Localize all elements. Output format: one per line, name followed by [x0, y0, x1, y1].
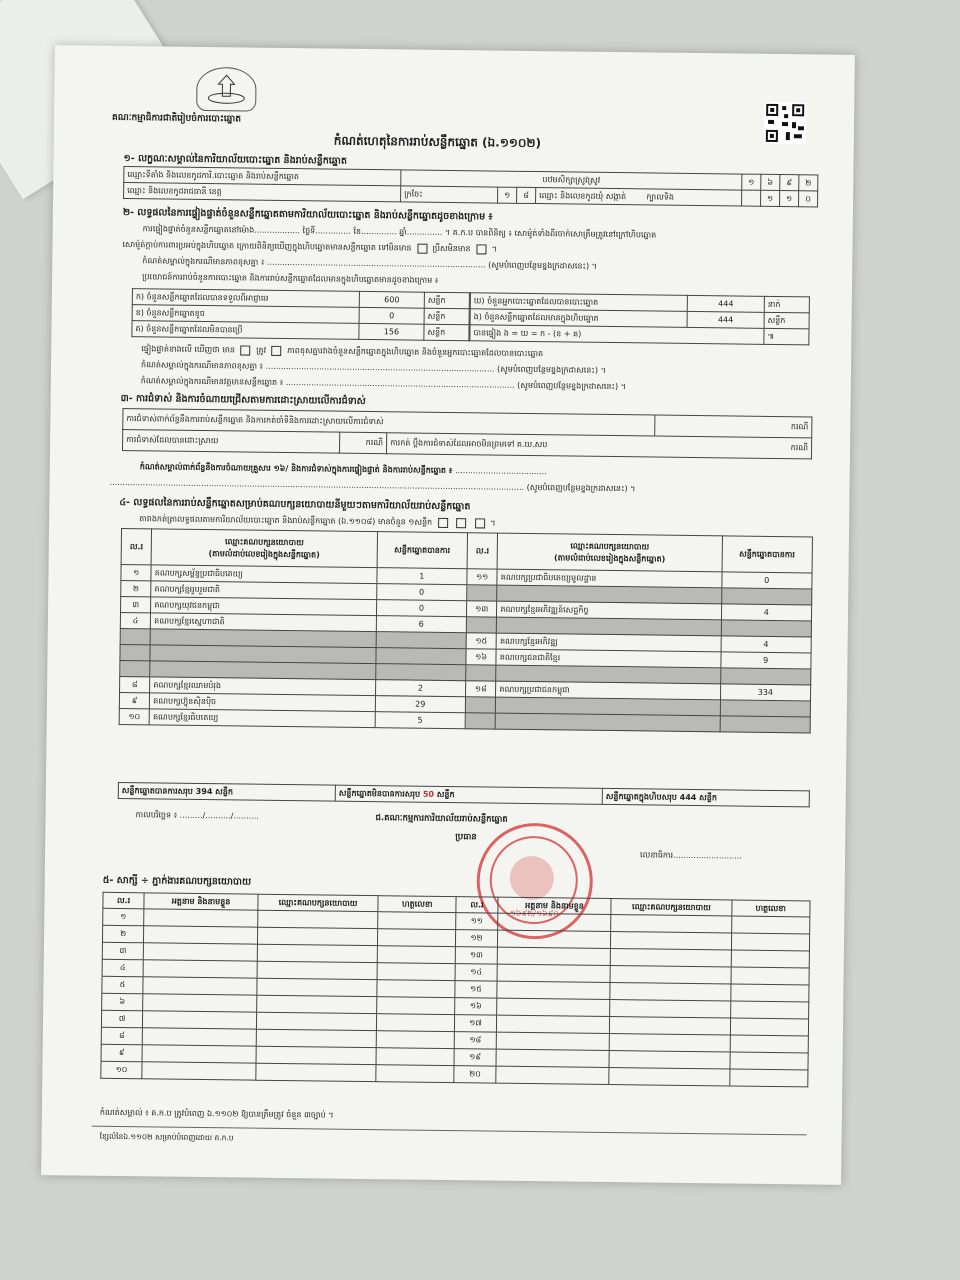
witness-cell[interactable] [376, 1014, 455, 1032]
party-name: គណបក្សប្រជាជនកម្ពុជា [496, 681, 720, 700]
witness-cell[interactable] [610, 1000, 730, 1018]
witness-cell[interactable] [143, 994, 257, 1012]
party-votes: 0 [376, 600, 467, 617]
checkbox-diff[interactable] [272, 345, 282, 355]
party-votes: 4 [721, 636, 812, 653]
count-label: ខ) ចំនួនសន្លឹកឆ្នោតខូច [132, 305, 359, 324]
complaints-note-dots: .................................... [455, 466, 547, 477]
party-votes [376, 632, 467, 649]
commune-label-text: ឈ្មោះ និងលេខកូដឃុំ សង្កាត់ [539, 190, 627, 201]
party-no: ៨ [120, 676, 150, 692]
witness-col: ឈ្មោះគណបក្សនយោបាយ [258, 894, 378, 911]
party-votes: 9 [720, 652, 811, 669]
committee-name: គណៈកម្មាធិការជាតិរៀបចំការបោះឆ្នោត [111, 112, 242, 125]
witness-cell[interactable] [730, 1035, 809, 1053]
witness-no: ១៥ [455, 981, 496, 999]
complaints-table [122, 408, 812, 459]
form-title: កំណត់ហេតុនៃការរាប់សន្លឹកឆ្នោត (ឯ.១១០២) [333, 133, 542, 151]
party-no: ១១ [467, 569, 497, 585]
witness-col: អត្តនាម និងនាមខ្លួន [144, 893, 258, 910]
witness-cell[interactable] [731, 967, 810, 985]
party-no [120, 628, 150, 644]
count-unit: សន្លឹក [424, 292, 469, 309]
resolved-unit: ករណី [339, 432, 386, 454]
secretary-label: លេខាធិការ........................... [640, 850, 742, 861]
presence-note-label: កំណត់សម្គាល់ក្នុងករណីមានវត្តមានសន្លឹកឆ្នោត ៖ [140, 376, 284, 387]
section3-heading: ៣- ការជំទាស់ និងការចំណាយជ្រើសតាមការដោះស្រាយលើការជំទាស់ [120, 392, 366, 407]
count-value: 444 [687, 295, 764, 312]
footer-note: កំណត់សម្គាល់ ៖ គ.ក.ប ត្រូវបំពេញ ឯ.១១០២ ឱ្យបានត្រឹមត្រូវ ចំនួន ៣ច្បាប់ ។ [99, 1107, 334, 1120]
witness-cell[interactable] [731, 916, 810, 934]
party-votes: 334 [720, 684, 811, 701]
location-value: បឋមសិក្សាស្រូវស្រូវ [401, 170, 742, 190]
party-no [465, 697, 495, 713]
party-no: ១៦ [466, 649, 496, 665]
witness-cell[interactable] [377, 946, 456, 964]
province-label: ឈ្មោះ និងលេខកូដរាជធានី ខេត្ត [124, 183, 401, 202]
code-digit: ០ [799, 191, 818, 207]
checkbox-absent[interactable] [417, 243, 427, 253]
office-label: ជ.គណៈកម្មការការិយាល័យរាប់សន្លឹកឆ្នោត [375, 813, 508, 825]
witness-cell[interactable] [142, 1045, 256, 1063]
party-name: គណបក្សខ្មែរឈាមបំរុង [150, 677, 376, 696]
party-name: គណបក្សខ្មែររួបរួមជាតិ [151, 581, 377, 600]
col-party-title: ឈ្មោះគណបក្សនយោបាយ [224, 536, 304, 547]
witness-cell[interactable] [497, 930, 611, 948]
witness-no: ១ [103, 908, 144, 926]
count-value: 600 [359, 291, 424, 308]
location-label: ឈ្មោះទីតាំង និងលេខកូដការិ.បោះឆ្នោត និងរាប់សន្លឹកឆ្នោត [124, 167, 401, 186]
fill-hint: (សូមបំពេញបន្ថែមខ្នងក្រដាសនេះ) [488, 260, 590, 271]
difference-note2-line: កំណត់សម្គាល់ក្នុងករណីមានភាពខុសគ្នា ៖ .......................................................................................... (សូមបំពេញបន្ថែមខ្នងក្រដាសនេះ) ។ [140, 360, 606, 375]
checkbox-3sheet[interactable] [475, 518, 485, 528]
total-all-unit: សន្លឹក [699, 792, 718, 802]
witness-cell[interactable] [731, 933, 810, 951]
witness-col: អត្តនាម និងនាមខ្លួន [498, 897, 612, 914]
witness-no: ១៩ [454, 1049, 495, 1067]
party-no [465, 713, 495, 729]
difference-note2-dots: .......................................................................................... [265, 361, 495, 374]
witness-no: ១៧ [455, 1015, 496, 1033]
witness-cell[interactable] [378, 929, 457, 947]
witness-cell[interactable] [257, 978, 377, 996]
col-party-title: ឈ្មោះគណបក្សនយោបាយ [570, 540, 650, 551]
checkbox-present[interactable] [476, 244, 486, 254]
col-no: ល.រ [121, 529, 152, 565]
totals-table [118, 782, 810, 807]
witness-cell[interactable] [609, 1068, 729, 1086]
code-digit: ៦ [761, 174, 780, 190]
formula-label: បានផ្ទៀង ង = ឃ = ក - (ខ + គ) [470, 325, 764, 345]
section5-heading: ៥- សាក្សី ÷ ភ្នាក់ងារគណបក្សនយោបាយ [102, 874, 252, 888]
witness-cell[interactable] [610, 983, 730, 1001]
witness-cell[interactable] [376, 1048, 455, 1066]
code-digit: ២ [799, 175, 818, 191]
col-party-sub: (តាមលំដាប់លេខរៀងក្នុងសន្លឹកឆ្នោត) [553, 552, 666, 564]
complaints-unit: ករណី [655, 415, 812, 438]
party-name: គណបក្សប្រជាធិបតេយ្យមូលដ្ឋាន [497, 569, 721, 588]
witness-cell[interactable] [611, 915, 731, 933]
witness-cell[interactable] [731, 950, 810, 968]
witness-cell[interactable] [376, 1031, 455, 1049]
witness-no: ២០ [454, 1066, 495, 1084]
witness-cell[interactable] [142, 1062, 256, 1080]
witness-cell[interactable] [610, 1017, 730, 1035]
difference-note-label: កំណត់សម្គាល់ក្នុងករណីមានភាពខុសគ្នា ៖ [142, 256, 265, 267]
forwarded-cell [386, 433, 811, 459]
witness-cell[interactable] [142, 1028, 256, 1046]
witness-cell[interactable] [730, 1052, 809, 1070]
witness-no: ៨ [101, 1027, 142, 1045]
party-name: គណបក្សហ៊្វុនស៊ិនប៉ិច [150, 693, 376, 712]
party-no: ១០ [119, 708, 149, 724]
seal-check-text: សោម៉ូត់ក្ដាប់ការពារប្រអប់ក្នុងហិបឆ្នោត ក្រោយពិនិត្យឃើញក្នុងហិបឆ្នោតមានសន្លឹកឆ្នោត ទៅមិនមាន [122, 239, 412, 253]
witness-cell[interactable] [257, 944, 377, 962]
resolved-label: ការជំទាស់ដែលបានដោះស្រាយ [122, 430, 339, 454]
party-results-table [119, 528, 813, 733]
witness-cell[interactable] [144, 909, 258, 927]
witness-cell[interactable] [257, 961, 377, 979]
qr-code-icon [764, 102, 807, 145]
difference-note2-label: កំណត់សម្គាល់ក្នុងករណីមានភាពខុសគ្នា ៖ [140, 360, 264, 371]
col-votes: សន្លឹកឆ្នោតបានការ [377, 532, 468, 569]
witness-no: ៥ [102, 976, 143, 994]
witness-cell[interactable] [497, 913, 611, 931]
witness-cell[interactable] [611, 966, 731, 984]
party-votes: 4 [721, 604, 812, 621]
code-digit: ៨ [517, 187, 536, 203]
code-digit: ៩ [780, 175, 799, 191]
party-no: ១៥ [466, 633, 496, 649]
witness-cell[interactable] [730, 984, 809, 1002]
witness-cell[interactable] [378, 912, 457, 930]
party-no: ១ [121, 565, 151, 581]
presence-note-line: កំណត់សម្គាល់ក្នុងករណីមានវត្តមានសន្លឹកឆ្នោត ៖ .......................................................................................... (សូមបំពេញបន្ថែមខ្នងក្រដាសនេះ) ។ [140, 376, 627, 392]
witness-cell[interactable] [610, 1034, 730, 1052]
witness-no: ៦ [102, 993, 143, 1011]
commune-value: ក្បាលទិង [646, 191, 675, 202]
section2-heading: ២- លទ្ធផលនៃការផ្ទៀងផ្ទាត់ចំនួនសន្លឹកឆ្នោតតាមការិយាល័យបោះឆ្នោត និងរាប់សន្លឹកឆ្នោតដូចខាងក្រោម ៖ [122, 206, 493, 223]
code-digit: ១ [498, 187, 517, 203]
formula-end: ៕ [764, 328, 809, 345]
count-unit: សន្លឹក [424, 324, 469, 341]
presence-note-dots: .......................................................................................... [285, 378, 515, 390]
party-name: គណបក្សសម្ព័ន្ធប្រជាធិបតេយ្យ [151, 565, 377, 584]
witness-cell[interactable] [256, 1046, 376, 1064]
party-votes [720, 716, 811, 733]
present-label: ប្រឹសមិនមាន [432, 243, 471, 254]
witness-cell[interactable] [143, 977, 257, 995]
seal-check-line: សោម៉ូត់ក្ដាប់ការពារប្រអប់ក្នុងហិបឆ្នោត ក្រោយពិនិត្យឃើញក្នុងហិបឆ្នោតមានសន្លឹកឆ្នោត ទៅមិនមាន ប្រឹសមិនមាន ។ [122, 239, 497, 254]
total-valid-unit: សន្លឹក [215, 786, 234, 796]
count-left-table [131, 288, 470, 341]
witness-cell[interactable] [257, 995, 377, 1013]
witness-no: ៤ [102, 959, 143, 977]
party-votes: 0 [376, 584, 467, 601]
count-value: 0 [359, 307, 424, 324]
total-valid-label: សន្លឹកឆ្នោតបានការសរុប [121, 785, 193, 796]
complaints-note-text: កំណត់សម្គាល់ពាក់ព័ន្ធនឹងការចំណាយគ្រួសារ ១៦/ និងការជំទាស់ក្នុងការផ្ទៀងផ្ទាត់ និងការរាប់សន្លឹកឆ្នោត ៖ [139, 462, 453, 476]
col-party [151, 529, 377, 568]
witness-cell[interactable] [496, 1015, 610, 1033]
footer-form: ខ្សែលំនៃឯ.១១០២ សម្រាប់បំពេញដោយ គ.ក.ប [99, 1131, 234, 1143]
witness-cell[interactable] [377, 963, 456, 981]
witness-cell[interactable] [611, 949, 731, 967]
code-digit: ១ [742, 174, 761, 190]
witness-no: ១១ [456, 913, 497, 931]
witness-cell[interactable] [497, 947, 611, 965]
witness-no: ១៨ [455, 1032, 496, 1050]
party-no: ២ [121, 581, 151, 597]
party-votes: 0 [721, 572, 812, 589]
count-label: ង) ចំនួនសន្លឹកឆ្នោតដែលមានក្នុងហិបឆ្នោត [470, 309, 687, 328]
witness-no: ១៤ [456, 964, 497, 982]
count-right-table [469, 292, 810, 345]
forwarded-label: ការកត់ ប្ដឹងការជំទាស់ដែលអាចមិនព្រមទៅ គ.ឃ.សប [390, 438, 548, 450]
count-value: 444 [687, 311, 764, 328]
party-no: ៩ [119, 692, 149, 708]
party-name [495, 713, 719, 732]
total-invalid-value: 50 [422, 789, 435, 799]
witness-no: ១៣ [456, 947, 497, 965]
witness-no: ១០ [101, 1061, 142, 1079]
total-all-label: សន្លឹកឆ្នោតក្នុងហិបសរុប [605, 791, 677, 802]
col-party-sub: (តាមលំដាប់លេខរៀងក្នុងសន្លឹកឆ្នោត) [208, 548, 320, 559]
date-line: កាលបរិច្ឆេទ ៖ ........./........../.......... [135, 810, 259, 821]
section1-heading: ១- លក្ខណៈសម្គាល់នៃការិយាល័យបោះឆ្នោត និងរាប់សន្លឹកឆ្នោត [123, 153, 347, 167]
code-digit [742, 190, 761, 206]
witness-cell[interactable] [497, 964, 611, 982]
party-votes [721, 588, 812, 605]
party-no: ១៨ [466, 681, 496, 697]
fill-hint: (សូមបំពេញបន្ថែមខ្នងក្រដាសនេះ) [517, 380, 619, 392]
code-digit: ១ [780, 191, 799, 207]
party-name: គណបក្សយុវជនកម្ពុជា [151, 597, 377, 616]
party-votes: 5 [375, 712, 466, 729]
complaints-label: ការជំទាស់ពាក់ព័ន្ធនឹងការរាប់សន្លឹកឆ្នោត និងការកត់ចាំទីនិងការដោះស្រាយលើការជំទាស់ [123, 409, 655, 436]
witness-cell[interactable] [729, 1069, 808, 1087]
section4-sub-text: តារាងកត់ត្រាលទ្ធផលតាមការិយាល័យបោះឆ្នោត និងរាប់សន្លឹកឆ្នោត (ឯ.១១០៨) មានចំនួន ១សន្លឹក [139, 514, 433, 527]
witness-no: ៣ [102, 942, 143, 960]
section4-sub: តារាងកត់ត្រាលទ្ធផលតាមការិយាល័យបោះឆ្នោត និងរាប់សន្លឹកឆ្នោត (ឯ.១១០៨) មានចំនួន ១សន្លឹក ។ [139, 514, 496, 528]
party-name: គណបក្សខ្មែរធិបតេយ្យ [149, 709, 375, 728]
witness-cell[interactable] [143, 960, 257, 978]
fill-hint: (សូមបំពេញបន្ថែមខ្នងក្រដាសនេះ) [496, 364, 599, 375]
party-name: គណបក្សជនជាតិខ្មែរ [496, 649, 720, 668]
witness-cell[interactable] [376, 1065, 455, 1083]
party-no [120, 660, 150, 676]
code-digit: ១ [761, 190, 780, 206]
witness-cell[interactable] [730, 1001, 809, 1019]
witness-no: ១៦ [455, 998, 496, 1016]
witness-cell[interactable] [377, 980, 456, 998]
witness-cell[interactable] [257, 927, 377, 945]
witness-cell[interactable] [377, 997, 456, 1015]
witness-col: ល.រ [456, 897, 497, 914]
col-no: ល.រ [467, 533, 498, 569]
party-votes: 2 [375, 680, 466, 697]
witness-cell[interactable] [256, 1029, 376, 1047]
total-valid-cell [118, 782, 335, 801]
total-invalid-label: សន្លឹកឆ្នោតមិនបានការសរុប [338, 788, 421, 799]
count-unit: សន្លឹក [764, 312, 809, 329]
forwarded-unit: ករណី [790, 443, 809, 453]
party-no [120, 644, 150, 660]
witness-table [100, 892, 810, 1088]
witness-cell[interactable] [611, 932, 731, 950]
witness-cell[interactable] [496, 1049, 610, 1067]
witness-no: ៩ [101, 1044, 142, 1062]
witness-cell[interactable] [144, 926, 258, 944]
party-votes [720, 668, 811, 685]
fill-hint: (សូមបំពេញបន្ថែមខ្នងក្រដាសនេះ) [526, 482, 628, 494]
count-label: គ) ចំនួនសន្លឹកឆ្នោតដែលមិនបានប្រើ [132, 321, 359, 340]
witness-col: ហត្ថលេខា [731, 900, 810, 917]
total-invalid-unit: សន្លឹក [436, 789, 455, 799]
witness-no: ២ [102, 925, 143, 943]
witness-no: ១២ [456, 930, 497, 948]
checkbox-yes[interactable] [241, 345, 251, 355]
total-invalid-cell [335, 785, 602, 804]
col-votes: សន្លឹកឆ្នោតបានការ [722, 536, 813, 573]
party-no: ១៣ [467, 601, 497, 617]
count-intro-line: ប្រយោជន៍ការរាប់ចំនួនការបោះឆ្នោត និងការរាប់សន្លឹកឆ្នោតដែលមានក្នុងហិបឆ្នោតមានដូចខាងក្រោម ៖ [142, 272, 439, 285]
party-votes [720, 700, 811, 717]
witness-col: ល.រ [103, 892, 144, 909]
count-unit: សន្លឹក [424, 308, 469, 325]
party-no: ៤ [120, 612, 150, 628]
count-label: ឃ) ចំនួនអ្នកបោះឆ្នោតដែលបានបោះឆ្នោត [470, 293, 687, 312]
difference-note-line: កំណត់សម្គាល់ក្នុងករណីមានភាពខុសគ្នា ៖ ...................................................................................... (សូមបំពេញបន្ថែមខ្នងក្រដាសនេះ) ។ [142, 256, 598, 271]
party-votes: 1 [377, 568, 468, 585]
chief-label: ប្រធាន [455, 832, 477, 843]
party-votes [375, 664, 466, 681]
party-votes: 6 [376, 616, 467, 633]
witness-cell[interactable] [730, 1018, 809, 1036]
witness-col: ឈ្មោះគណបក្សនយោបាយ [611, 899, 731, 916]
party-no [467, 585, 497, 601]
total-all-cell [602, 788, 809, 807]
witness-cell[interactable] [256, 1012, 376, 1030]
location-table [123, 166, 818, 207]
result-diff-text: ភាពខុសគ្នារវាងចំនួនសន្លឹកឆ្នោតក្នុងហិបឆ្នោត និងចំនួនអ្នកបោះឆ្នោតដែលបានបោះឆ្នោត [287, 346, 544, 359]
witness-no: ៧ [101, 1010, 142, 1028]
result-text: ផ្ទៀងផ្ទាត់ខាងលើ ឃើញថា មាន [141, 344, 236, 355]
party-votes [376, 648, 467, 665]
party-votes [721, 620, 812, 637]
count-unit: នាក់ [764, 296, 809, 313]
count-value: 156 [359, 323, 424, 340]
witness-cell[interactable] [496, 1032, 610, 1050]
count-label: ក) ចំនួនសន្លឹកឆ្នោតដែលបានទទួលពីអាជ្ញាធរ [132, 289, 359, 308]
witness-cell[interactable] [143, 1011, 257, 1029]
party-votes: 29 [375, 696, 466, 713]
emblem-icon [196, 67, 257, 112]
col-party [497, 533, 722, 572]
checkbox-1sheet[interactable] [438, 517, 448, 527]
witness-cell[interactable] [609, 1051, 729, 1069]
party-no: ៣ [121, 597, 151, 613]
commune-label [536, 188, 742, 207]
section4-heading: ៤- លទ្ធផលនៃការរាប់សន្លឹកឆ្នោតសម្រាប់គណបក្សនយោបាយនីមួយៗតាមការិយាល័យរាប់សន្លឹកឆ្នោត [119, 496, 471, 513]
party-no [466, 617, 496, 633]
province-value: ក្រចែះ [401, 186, 498, 203]
witness-col: ហត្ថលេខា [378, 896, 457, 913]
complaints-note-fill: ................................................................................................................................................................... (សូមបំពេញបន្ថែមខ្នងក្រដាសនេះ) ។ [109, 477, 636, 494]
party-name: គណបក្សខ្មែរអភិវឌ្ឍ [496, 633, 720, 652]
verification-line: ការផ្ទៀងផ្ទាត់ចំនួនសន្លឹកឆ្នោតនៅម៉ោង.................. ថ្ងៃទី.............. ខែ.............. ឆ្នាំ.............. ។ គ.ក.ប បានពិនិត្យ ៖ សោម៉ូត់ទាំងពីរចាក់សោត្រឹមត្រូវនៅក្រៅហិបឆ្នោត [142, 224, 657, 240]
witness-cell[interactable] [495, 1066, 609, 1084]
complaints-fill-dots: ................................................................................................................................................................... [109, 477, 525, 492]
witness-cell[interactable] [258, 910, 378, 928]
party-name: គណបក្សខ្មែរស្នេហាជាតិ [151, 613, 377, 632]
ballot-count-form [41, 45, 855, 1185]
difference-note-dots: ...................................................................................... [266, 257, 486, 270]
witness-cell[interactable] [496, 981, 610, 999]
stamp-text: ១៦៩២/១៦៩០ [509, 908, 560, 919]
checkbox-2sheet[interactable] [456, 518, 466, 528]
total-all-value: 444 [679, 792, 697, 802]
party-no [466, 665, 496, 681]
witness-cell[interactable] [143, 943, 257, 961]
witness-cell[interactable] [256, 1063, 376, 1081]
total-valid-value: 394 [195, 786, 213, 796]
party-name: គណបក្សខ្មែរអភិវឌ្ឍន៍សេដ្ឋកិច្ច [497, 601, 721, 620]
result-correct: ត្រូវ [256, 345, 267, 355]
witness-cell[interactable] [496, 998, 610, 1016]
